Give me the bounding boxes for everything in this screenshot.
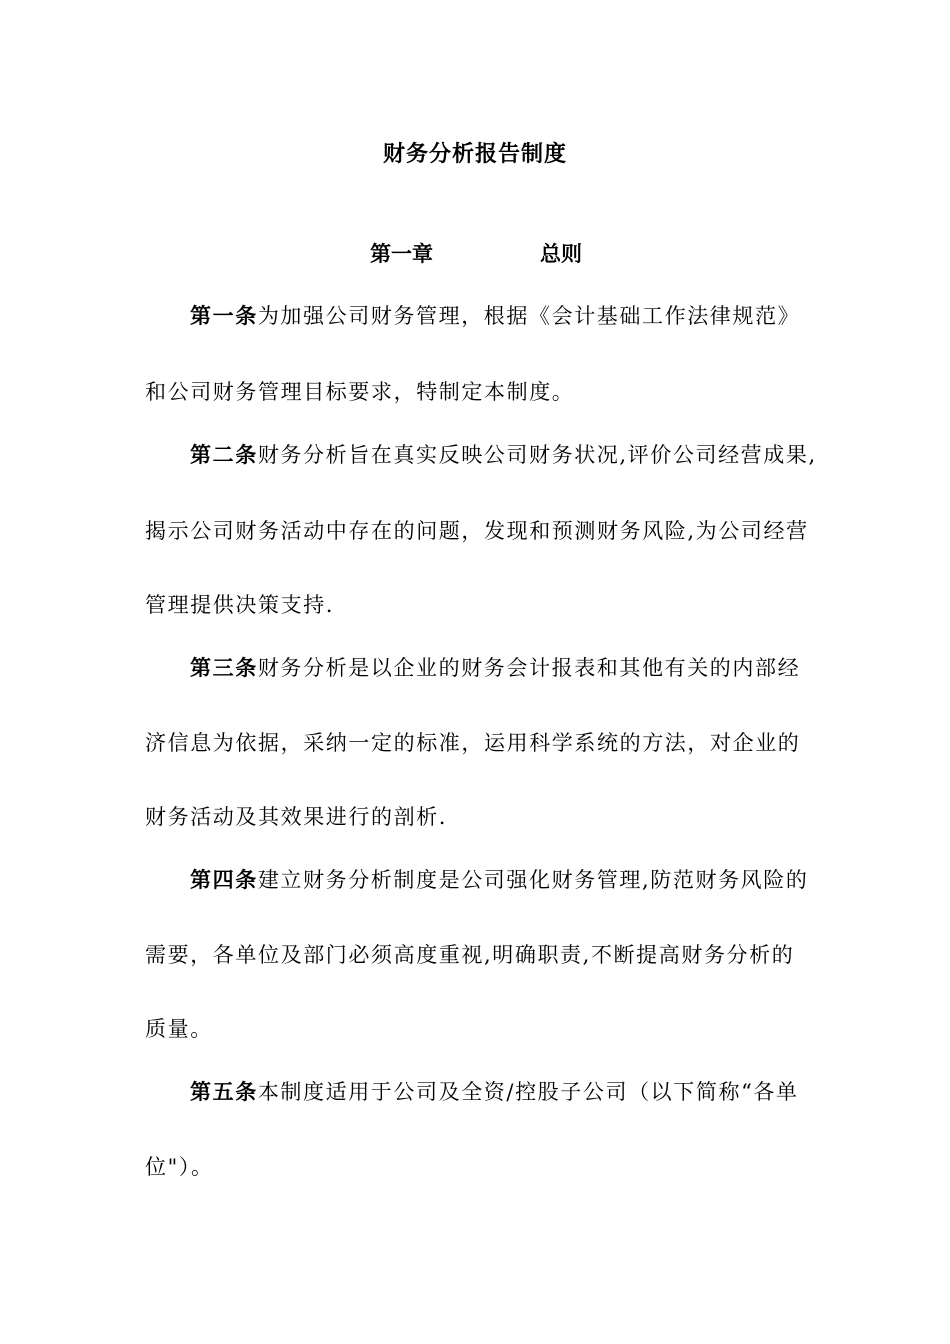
article-1-line-1 xyxy=(190,300,800,330)
article-1-text-1: 为加强公司财务管理，根据《会计基础工作法律规范》 xyxy=(257,304,801,328)
article-3-label: 第三条 xyxy=(190,655,258,680)
chapter-number: 第一章 xyxy=(370,241,433,266)
article-1-label: 第一条 xyxy=(190,303,258,328)
article-2-line-1 xyxy=(190,439,817,469)
article-5-text-1: 本制度适用于公司及全资/控股子公司（以下简称“各单 xyxy=(257,1080,799,1104)
article-4-line-3: 质量。 xyxy=(145,1017,213,1041)
article-2-label: 第二条 xyxy=(190,442,258,467)
article-4-label: 第四条 xyxy=(190,867,258,892)
article-2-line-3: 管理提供决策支持. xyxy=(145,593,335,617)
article-3-line-2: 济信息为依据，采纳一定的标准，运用科学系统的方法，对企业的 xyxy=(145,731,801,755)
article-5-label: 第五条 xyxy=(190,1079,258,1104)
chapter-name: 总则 xyxy=(540,241,582,266)
article-4-line-2: 需要，各单位及部门必须高度重视,明确职责,不断提高财务分析的 xyxy=(145,943,795,967)
article-5-line-2: 位"）。 xyxy=(145,1155,214,1179)
article-3-line-1 xyxy=(190,652,800,682)
article-3-line-3: 财务活动及其效果进行的剖析. xyxy=(145,805,448,829)
document-title: 财务分析报告制度 xyxy=(382,141,567,167)
article-2-line-2: 揭示公司财务活动中存在的问题，发现和预测财务风险,为公司经营 xyxy=(145,519,809,543)
article-4-line-1 xyxy=(190,864,809,894)
article-1-line-2: 和公司财务管理目标要求，特制定本制度。 xyxy=(145,380,575,404)
article-4-text-1: 建立财务分析制度是公司强化财务管理,防范财务风险的 xyxy=(257,868,809,892)
article-5-line-1 xyxy=(190,1076,799,1106)
article-2-text-1: 财务分析旨在真实反映公司财务状况,评价公司经营成果, xyxy=(257,443,817,467)
article-3-text-1: 财务分析是以企业的财务会计报表和其他有关的内部经 xyxy=(257,656,801,680)
